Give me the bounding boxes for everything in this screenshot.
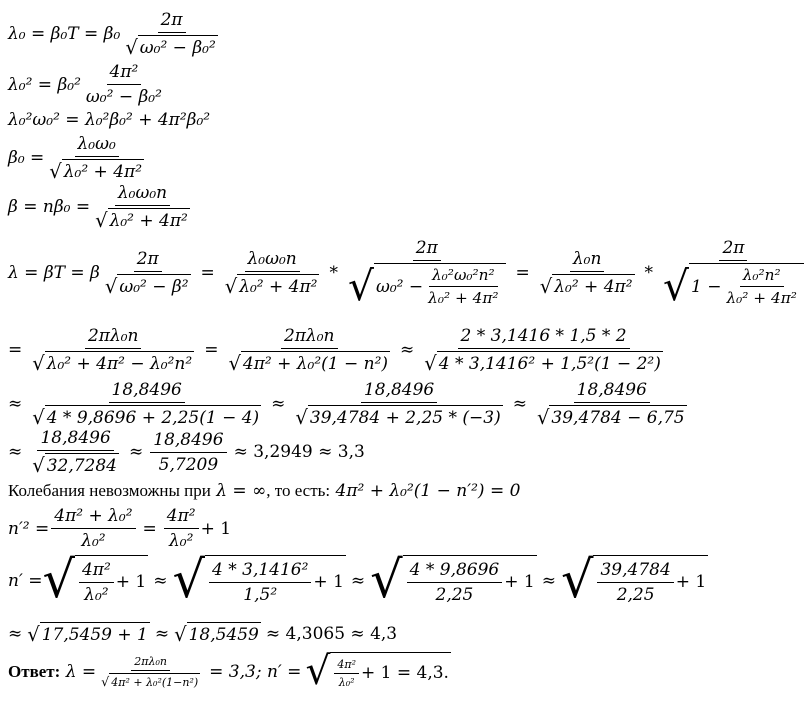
eq-numeric-1: ≈ 18,8496 √ 4 * 9,8696 + 2,25(1 − 4) ≈ 18,8496 √ 39,4784 + 2,25 * (−3) ≈ 18,8496 √ 39,4784 − 6,75	[8, 380, 685, 430]
eq-simplified: = 2πλ₀n √ λ₀² + 4π² − λ₀²n² = 2πλ₀n √ 4π² + λ₀²(1 − n²) ≈ 2 * 3,1416 * 1,5 * 2 √ 4 * 3,1416² + 1,5²(1 − 2²)	[8, 326, 661, 376]
eq-lambda-long: λ = βT = β 2π √ ω₀² − β² = λ₀ω₀n √ λ₀² + 4π² * 2π √ ω₀² − $\frac{\text{λ₀²ω₀²n²}}{\text{λ₀² + 4π²}}$ = λ₀n √ λ₀² + 4π² * 2π √ 1 − $\frac{\text{λ₀²n²}}{\text{λ₀² + 4π²}}$	[8, 238, 809, 307]
eq-n-prime-numeric: ≈ √ 17,5459 + 1 ≈ √ 18,5459 ≈ 4,3065 ≈ 4,3	[8, 623, 398, 647]
answer-line: Ответ: λ = 2πλ₀n √ 4π² + λ₀²(1−n²) = 3,3; n′ = √ $\frac{\text{4π²}}{\text{λ₀²}}$ + 1 = 4,3.	[8, 649, 449, 694]
eq-lhs: λ₀ = β₀T = β₀	[8, 24, 121, 44]
answer-label: Ответ:	[8, 661, 61, 681]
eq-lambda0	[8, 10, 223, 58]
fraction: 2π √ ω₀² − β₀²	[125, 10, 216, 60]
eq-expanded: λ₀²ω₀² = λ₀²β₀² + 4π²β₀²	[8, 110, 211, 130]
eq-n-prime-squared: n′² = $\frac{\text{4π² + λ₀²}}{\text{λ₀²}}$ = $\frac{\text{4π²}}{\text{λ₀²}}$ + 1	[8, 506, 232, 551]
eq-lambda0-squared: λ₀² = β₀² $\frac{\text{4π²}}{\text{ω₀² − β₀²}}$	[8, 62, 167, 107]
eq-numeric-2: ≈ 18,8496 √ 32,7284 ≈ $\frac{18,8496}{5,7209}$ ≈ 3,2949 ≈ 3,3	[8, 428, 365, 478]
fraction: $\frac{\text{4π²}}{\text{ω₀² − β₀²}}$	[85, 62, 162, 107]
eq-beta: β = nβ₀ = λ₀ω₀n √ λ₀² + 4π²	[8, 183, 188, 233]
condition-text: Колебания невозможны при λ = ∞ , то есть: 4π² + λ₀²(1 − n′²) = 0	[8, 481, 521, 501]
eq-beta0: β₀ = λ₀ω₀ √ λ₀² + 4π²	[8, 134, 143, 184]
eq-n-prime: n′ = √ $\frac{\text{4π²}}{\text{λ₀²}}$ + 1 ≈ √ $\frac{\text{4 * 3,1416²}}{\text{1,5²}}$ + 1 ≈ √ $\frac{4 * 9,8696}{2,25}$ + 1 ≈ √ $\frac{39,4784}{2,25}$ + 1	[8, 551, 707, 610]
